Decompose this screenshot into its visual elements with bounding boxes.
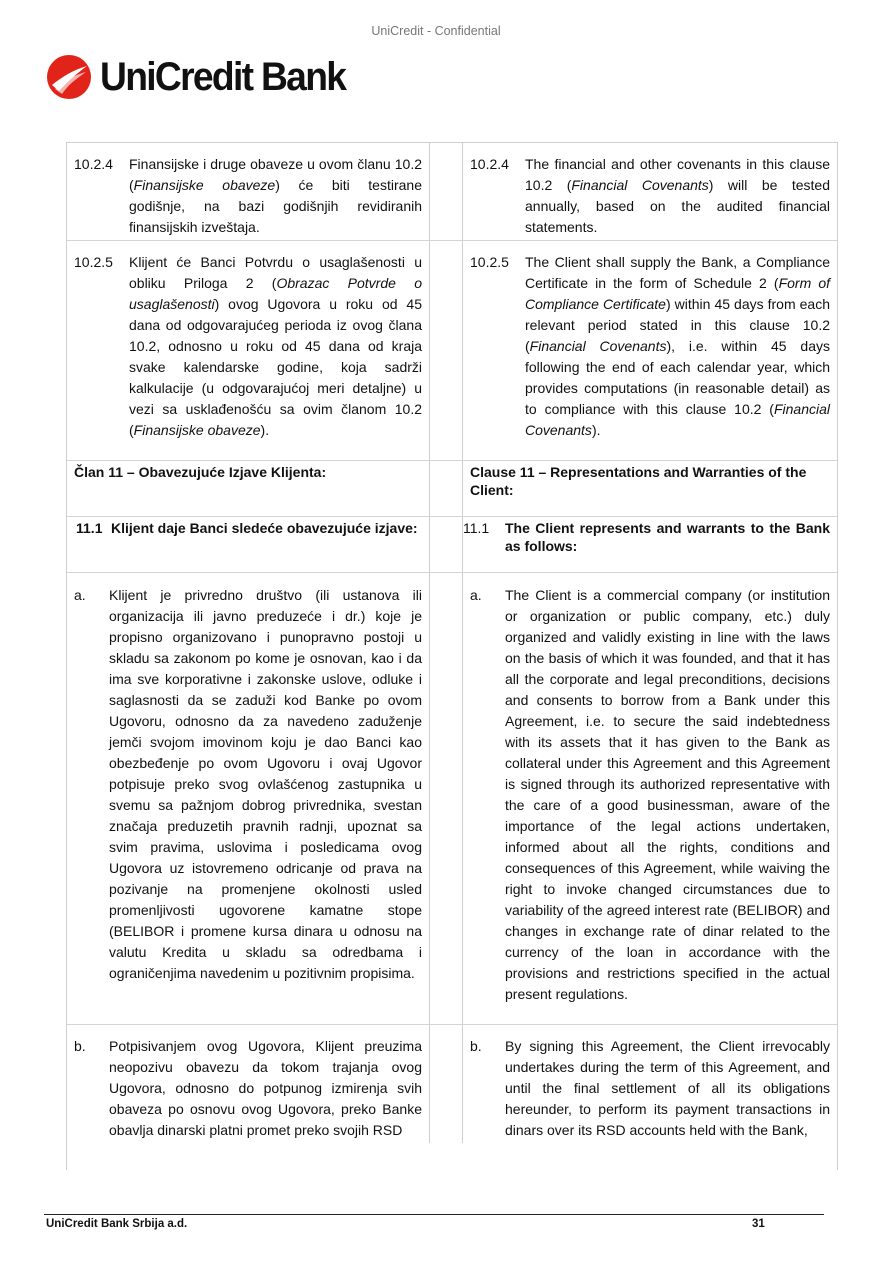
serbian-cell	[67, 1025, 430, 1144]
clause-text: The Client shall supply the Bank, a Compliance Certificate in the form of Schedule 2 (Form of Compliance Certificate) within 45 days from each relevant period stated in this clause 10.2 (Financial Covenants), i.e. within 45 days following the end of each calendar year, which provides computations (in reasonable detail) as to compliance with this clause 10.2 (Financial Covenants).	[525, 254, 830, 438]
table-row	[67, 143, 837, 241]
page-number: 31	[752, 1218, 765, 1230]
gutter-cell	[430, 573, 463, 1008]
serbian-cell	[67, 517, 430, 558]
gutter-cell	[430, 1025, 463, 1144]
section-heading: Član 11 – Obavezujuće Izjave Klijenta:	[74, 464, 327, 480]
table-row	[67, 461, 837, 502]
english-cell	[463, 573, 838, 1008]
confidential-label: UniCredit - Confidential	[371, 24, 501, 38]
item-letter: b.	[470, 1038, 482, 1054]
item-letter: b.	[74, 1038, 86, 1054]
clause-text: By signing this Agreement, the Client irrevocably undertakes during the term of this Agreement, and until the final settlement of all its obligations hereunder, to perform its payment transactions in dinars over its RSD accounts held with the Bank,	[505, 1038, 830, 1138]
clause-text: Potpisivanjem ovog Ugovora, Klijent preuzima neopozivu obavezu da tokom trajanja ovog Ugovora, odnosno do potpunog izmirenja svih obaveza po osnovu ovog Ugovora, preko Banke obavlja dinarski platni promet preko svojih RSD	[109, 1038, 422, 1138]
gutter-cell	[430, 461, 463, 502]
clause-number: 11.1	[76, 520, 103, 536]
serbian-cell	[67, 461, 430, 502]
english-cell	[463, 517, 838, 558]
clause-text: Klijent je privredno društvo (ili ustanova ili organizacija ili javno preduzeće i dr.) koje je propisno organizovano i punopravno postoji u skladu sa zakonom po kome je osnovan, kao i da ima sve korporativne i zakonske uslove, odluke i saglasnosti da se zaduži kod Banke po ovom Ugovoru, odnosno da za navedeno zaduženje jemči svojom imovinom koju je dao Banci kao obezbeđenje po ovom Ugovoru i ovaj Ugovor potpisuje preko svog ovlašćenog zastupnika u svemu sa pažnjom dobrog privrednika, svestan značaja preduzetih pravnih radnji, upoznat sa svim pravima, uslovima i posledicama ovog Ugovora uz istovremeno odricanje od prava na pozivanje na promenjene okolnosti usled promenljivosti ugovorene kamatne stope (BELIBOR i promene kursa dinara u odnosu na valutu Kredita u skladu sa odredbama i ograničenjima navedenim u pozitivnim propisima.	[109, 587, 422, 981]
footer-divider	[44, 1214, 824, 1215]
document-table-frame	[66, 142, 838, 1170]
clause-number: 10.2.5	[470, 254, 509, 270]
section-heading: Clause 11 – Representations and Warranties of the Client:	[470, 464, 807, 498]
gutter-cell	[430, 517, 463, 558]
clause-text: The Client is a commercial company (or institution or organization or public company, etc.) duly organized and validly existing in line with the laws on the basis of which it was founded, and that it has all the corporate and legal preconditions, decisions and consents to borrow from a Bank under this Agreement, i.e. to secure the said indebtedness with its assets that it has given to the Bank as collateral under this Agreement and this Agreement is signed through its authorized representative with the care of a good businessman, aware of the importance of the legal actions undertaken, informed about all the rights, conditions and consequences of this Agreement, while waiving the right to invoke changed circumstances due to variability of the agreed interest rate (BELIBOR) and changes in exchange rate of dinar related to the currency of the loan in accordance with the provisions and restrictions specified in the actual present regulations.	[505, 587, 830, 1002]
item-letter: a.	[74, 587, 86, 603]
spacer-row	[67, 1007, 837, 1025]
footer-company: UniCredit Bank Srbija a.d.	[46, 1218, 188, 1230]
gutter-cell	[430, 143, 463, 241]
english-cell	[463, 143, 838, 241]
clause-number: 11.1	[463, 520, 490, 536]
serbian-cell	[67, 143, 430, 241]
clause-text: The financial and other covenants in this clause 10.2 (Financial Covenants) will be tested annually, based on the audited financial statements.	[525, 156, 830, 235]
english-cell	[463, 461, 838, 502]
bank-logo	[46, 52, 364, 102]
clause-text: Finansijske i druge obaveze u ovom članu 10.2 (Finansijske obaveze) će biti testirane godišnje, na bazi godišnjih revidiranih finansijskih izveštaja.	[129, 156, 422, 235]
spacer-row	[67, 501, 837, 517]
serbian-cell	[67, 573, 430, 1008]
clause-number: 10.2.4	[470, 156, 509, 172]
unicredit-logo-icon	[46, 54, 92, 100]
spacer-row	[67, 557, 837, 573]
serbian-cell	[67, 241, 430, 444]
table-row	[67, 517, 837, 558]
table-row	[67, 1025, 837, 1144]
clause-number: 10.2.4	[74, 156, 113, 172]
item-letter: a.	[470, 587, 482, 603]
spacer-row	[67, 443, 837, 461]
table-row	[67, 241, 837, 444]
logo-text: UniCredit Bank	[100, 54, 346, 99]
english-cell	[463, 241, 838, 444]
gutter-cell	[430, 241, 463, 444]
clause-text: Klijent će Banci Potvrdu o usaglašenosti u obliku Priloga 2 (Obrazac Potvrde o usaglašenosti) ovog Ugovora u roku od 45 dana od odgovarajućeg perioda iz ovog člana 10.2, odnosno u roku od 45 dana od kraja svake kalendarske godine, koja sadrži kalkulacije (u odgovarajućoj meri detaljne) u vezi sa usklađenošću sa ovim članom 10.2 (Finansijske obaveze).	[129, 254, 422, 438]
bilingual-contract-table	[67, 143, 837, 1143]
clause-text: The Client represents and warrants to the Bank as follows:	[505, 520, 830, 554]
table-row	[67, 573, 837, 1008]
clause-number: 10.2.5	[74, 254, 113, 270]
clause-text: Klijent daje Banci sledeće obavezujuće izjave:	[111, 520, 418, 536]
english-cell	[463, 1025, 838, 1144]
